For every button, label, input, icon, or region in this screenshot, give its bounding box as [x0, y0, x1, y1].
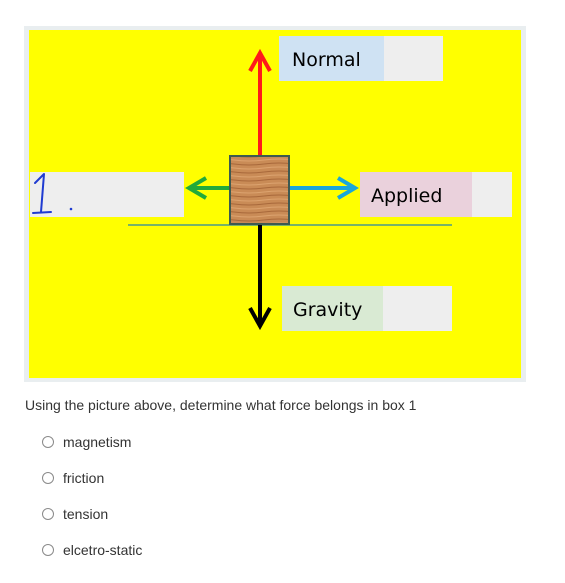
- wooden-block: [230, 156, 289, 224]
- option-label: magnetism: [63, 434, 132, 450]
- option-tension[interactable]: [42, 496, 142, 532]
- radio-button[interactable]: [42, 544, 54, 556]
- radio-button[interactable]: [42, 436, 54, 448]
- option-magnetism[interactable]: [42, 424, 142, 460]
- gravity-label: Gravity: [293, 299, 363, 321]
- box-1: [30, 172, 184, 217]
- option-elcetro-static[interactable]: [42, 532, 142, 568]
- normal-label-box: [279, 36, 443, 81]
- radio-button[interactable]: [42, 508, 54, 520]
- gravity-label-box: [282, 286, 452, 331]
- normal-label: Normal: [292, 49, 361, 71]
- radio-button[interactable]: [42, 472, 54, 484]
- applied-label: Applied: [371, 185, 443, 207]
- answer-options: [42, 424, 142, 568]
- question-text: Using the picture above, determine what force belongs in box 1: [25, 397, 417, 413]
- option-label: tension: [63, 506, 109, 522]
- option-label: elcetro-static: [63, 542, 143, 558]
- force-diagram-svg: [24, 26, 526, 382]
- option-friction[interactable]: [42, 460, 142, 496]
- applied-label-box: [360, 172, 512, 217]
- force-diagram-image: [24, 26, 526, 382]
- handwritten-dot: [70, 208, 73, 211]
- option-label: friction: [63, 470, 105, 486]
